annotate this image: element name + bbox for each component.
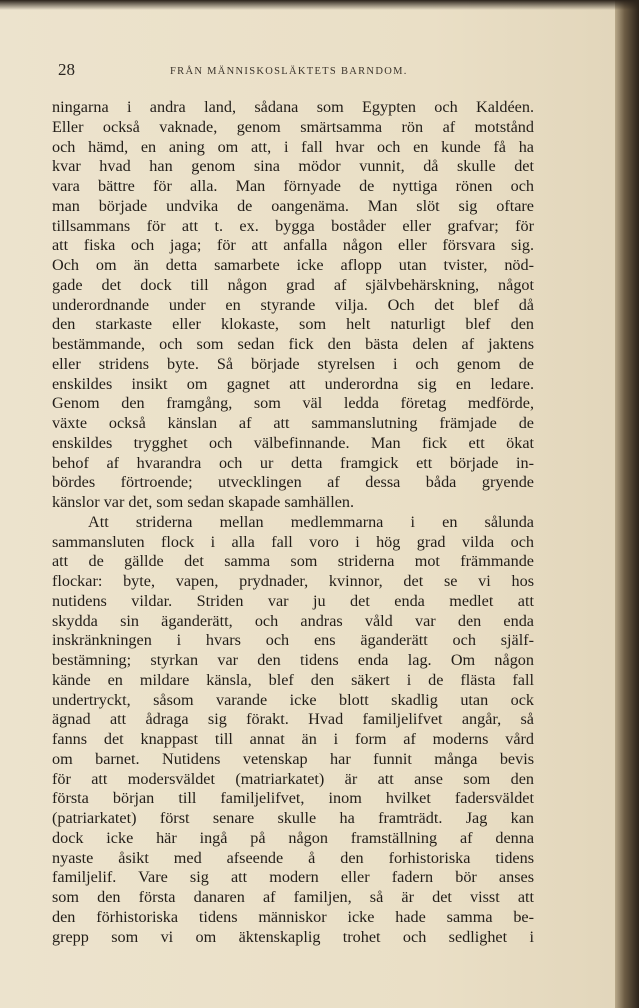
text-line: Eller också vaknade, genom smärtsamma rön af motstånd bbox=[52, 117, 534, 136]
text-line: inskränkningen i hvars och ens äganderätt och själf- bbox=[52, 631, 534, 650]
text-line: bestämning; styrkan var den tidens enda lag. Om någon bbox=[52, 651, 534, 669]
text-line: att de gällde det samma som striderna mot främmande bbox=[52, 552, 534, 571]
text-line: känslor var det, som sedan skapade samhällen. bbox=[52, 493, 355, 511]
text-line: om barnet. Nutidens vetenskap har funnit många bevis bbox=[52, 749, 534, 768]
text-line: kände en mildare känsla, blef den säkert i de flästa fall bbox=[52, 670, 534, 689]
text-line: dock icke här ingå på någon framställning af denna bbox=[52, 828, 534, 847]
text-line: grepp som vi om äktenskaplig trohet och sedlighet i bbox=[52, 927, 534, 946]
text-line: fanns det knappast till annat än i form af moderns vård bbox=[52, 730, 534, 748]
body-text bbox=[52, 98, 534, 947]
text-line: ningarna i andra land, sådana som Egypten och Kaldéen. bbox=[52, 98, 534, 116]
text-line: bestämmande, och som sedan fick den bästa delen af jaktens bbox=[52, 335, 534, 353]
running-head: FRÅN MÄNNISKOSLÄKTETS BARNDOM. bbox=[170, 66, 408, 77]
text-line: ägnad att ådraga sig förakt. Hvad familjelifvet angår, så bbox=[52, 710, 534, 729]
text-line: Att striderna mellan medlemmarna i en sålunda bbox=[88, 512, 534, 531]
text-line: (patriarkatet) först senare skulle ha framträdt. Jag kan bbox=[52, 809, 534, 827]
text-line: Genom den framgång, som väl ledda företag medförde, bbox=[52, 394, 534, 413]
text-line: bördes förtroende; utvecklingen af dessa båda gryende bbox=[52, 473, 534, 492]
text-line: som den första danaren af familjen, så är det visst att bbox=[52, 888, 534, 906]
top-shadow bbox=[0, 0, 639, 10]
text-line: och hämd, en aning om att, i fall hvar och en kunde få ha bbox=[52, 137, 534, 156]
text-line: Och om än detta samarbete icke aflopp utan tvister, nöd- bbox=[52, 256, 534, 274]
text-line: man började undvika de oangenäma. Man slöt sig oftare bbox=[52, 196, 534, 215]
text-line: behof af hvarandra och ur detta framgick ett började in- bbox=[52, 453, 534, 472]
text-line: familjelif. Vare sig att modern eller fadern bör anses bbox=[52, 868, 534, 887]
text-line: tillsammans för att t. ex. bygga boståder eller grafvar; för bbox=[52, 216, 534, 235]
text-line: undertryckt, såsom varande icke blott skadlig utan ock bbox=[52, 690, 534, 709]
text-line: skydda sin äganderätt, och andras våld var den enda bbox=[52, 611, 534, 630]
page-edge bbox=[615, 0, 639, 1008]
page-number: 28 bbox=[58, 60, 75, 79]
text-line: flockar: byte, vapen, prydnader, kvinnor, det se vi hos bbox=[52, 572, 534, 590]
text-line: sammansluten flock i alla fall voro i hög grad vilda och bbox=[52, 532, 534, 551]
text-line: gade det dock till någon grad af självbehärskning, något bbox=[52, 275, 534, 294]
text-line: enskildes trygghet och välbefinnande. Man fick ett ökat bbox=[52, 433, 534, 452]
text-line: nyaste åsikt med afseende å den forhistoriska tidens bbox=[52, 848, 534, 867]
text-line: eller stridens byte. Så började styrelsen i och genom de bbox=[52, 354, 534, 373]
text-line: vara bättre för alla. Man förnyade de nyttiga rönen och bbox=[52, 177, 534, 195]
text-line: den starkaste eller klokaste, som helt naturligt blef den bbox=[52, 315, 534, 334]
text-line: underordnande under en styrande vilja. Och det blef då bbox=[52, 295, 534, 314]
text-line: första början till familjelifvet, inom hvilket fadersväldet bbox=[52, 789, 534, 808]
text-line: nutidens vildar. Striden var ju det enda medlet att bbox=[52, 591, 534, 610]
text-line: den förhistoriska tidens människor icke hade samma be- bbox=[52, 907, 534, 926]
text-line: växte också känslan af att sammanslutning främjade de bbox=[52, 414, 534, 432]
text-line: kvar hvad han genom sina mödor vunnit, då skulle det bbox=[52, 157, 534, 176]
text-line: enskildes insikt om gagnet att underordna sig en ledare. bbox=[52, 374, 534, 393]
text-line: för att modersväldet (matriarkatet) är att anse som den bbox=[52, 769, 534, 788]
text-line: att fiska och jaga; för att anfalla någon eller försvara sig. bbox=[52, 236, 534, 255]
